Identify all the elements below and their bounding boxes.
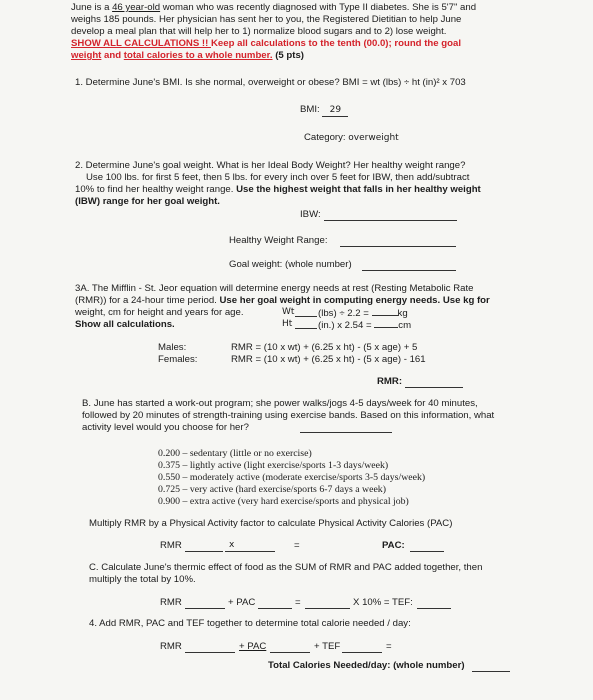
rounding-instruction: Keep all calculations to the tenth (00.0); round the goal <box>210 38 461 49</box>
total-calories-blank[interactable] <box>472 671 510 672</box>
weight-text: weight <box>71 50 102 61</box>
in-conversion <box>318 318 411 332</box>
kg-blank[interactable] <box>372 306 398 316</box>
kg-unit: kg <box>397 308 408 319</box>
q2-line-3 <box>75 184 481 196</box>
points-text: (5 pts) <box>272 50 304 61</box>
intro-text: woman who was recently diagnosed with Type II diabetes. She is 5'7" and <box>160 2 477 13</box>
q3a-line-3: weight, cm for height and years for age. <box>75 307 244 318</box>
goal-weight-instruction: Use her goal weight in computing energy needs. Use kg for <box>219 295 490 306</box>
ibw-label: IBW: <box>300 209 321 220</box>
intro-line-1 <box>71 2 476 14</box>
category-label: Category: <box>304 132 349 143</box>
equals-sign: = <box>294 540 300 551</box>
age-text: 46 year-old <box>112 2 161 13</box>
healthy-range-label: Healthy Weight Range: <box>229 235 328 246</box>
females-equation: RMR = (10 x wt) + (6.25 x ht) - (5 x age) - 161 <box>231 354 426 365</box>
equals-sign: = <box>386 641 392 652</box>
bmi-value[interactable]: 29 <box>322 104 348 117</box>
lbs-formula: (lbs) ÷ 2.2 = <box>318 308 372 319</box>
rmr-blank[interactable] <box>185 551 223 552</box>
bmi-answer <box>300 104 348 117</box>
intro-line-2: weighs 185 pounds. Her physician has sent her to you, the Registered Dietitian to help June <box>71 14 462 25</box>
cm-unit: cm <box>398 320 412 331</box>
activity-level-option: 0.200 – sedentary (little or no exercise) <box>158 448 312 459</box>
weight-handwritten: Wt <box>282 307 295 317</box>
height-handwritten: Ht <box>282 319 293 329</box>
q3a-line-1: 3A. The Mifflin - St. Jeor equation will determine energy needs at rest (Resting Metabolic Rate <box>75 283 474 294</box>
factor-blank[interactable] <box>225 551 275 552</box>
plus-pac-label: + PAC <box>239 641 267 652</box>
pac-blank[interactable] <box>258 608 292 609</box>
pac-label: PAC: <box>382 540 405 551</box>
q2-line-2: Use 100 lbs. for first 5 feet, then 5 lbs. for every inch over 5 feet for IBW, then add/subtract <box>86 172 470 183</box>
in-blank[interactable] <box>295 328 317 329</box>
in-formula: (in.) x 2.54 = <box>318 320 375 331</box>
q3a-text: (RMR)) for a 24-hour time period. <box>75 295 220 306</box>
q1-question: 1. Determine June's BMI. Is she normal, overweight or obese? BMI = wt (lbs) ÷ ht (in)² x 703 <box>75 77 466 88</box>
intro-text: June is a <box>71 2 113 13</box>
lbs-blank[interactable] <box>295 316 317 317</box>
q2-line-1: 2. Determine June's goal weight. What is her Ideal Body Weight? Her healthy weight range? <box>75 160 466 171</box>
total-calories-label: Total Calories Needed/day: (whole number) <box>268 660 465 671</box>
plus-pac-label: + PAC <box>228 597 256 608</box>
cm-blank[interactable] <box>374 318 398 328</box>
rmr-label: RMR <box>160 540 182 551</box>
rmr-blank[interactable] <box>185 608 225 609</box>
activity-level-option: 0.550 – moderately active (moderate exercise/sports 3-5 days/week) <box>158 472 426 483</box>
q3a-line-4: Show all calculations. <box>75 319 175 330</box>
instructions-line-2 <box>71 50 304 62</box>
ibw-blank[interactable] <box>324 220 457 221</box>
q2-line-4: (IBW) range for her goal weight. <box>75 196 220 207</box>
show-calculations-text: SHOW ALL CALCULATIONS !! <box>71 38 211 49</box>
rmr-label: RMR <box>160 597 182 608</box>
pac-blank[interactable] <box>270 652 310 653</box>
q2-text: 10% to find her healthy weight range. <box>75 184 237 195</box>
activity-level-option: 0.900 – extra active (very hard exercise/sports and physical job) <box>158 496 409 507</box>
q3b-line-3: activity level would you choose for her? <box>82 422 249 433</box>
activity-level-option: 0.725 – very active (hard exercise/sports 6-7 days a week) <box>158 484 386 495</box>
rmr-blank[interactable] <box>185 652 235 653</box>
goal-weight-blank[interactable] <box>362 270 456 271</box>
pac-blank[interactable] <box>410 551 444 552</box>
activity-level-option: 0.375 – lightly active (light exercise/sports 1-3 days/week) <box>158 460 389 471</box>
q3b-line-1: B. June has started a work-out program; she power walks/jogs 4-5 days/week for 40 minutes, <box>82 398 478 409</box>
tef-blank[interactable] <box>417 608 451 609</box>
females-label: Females: <box>158 354 198 365</box>
goal-weight-label: Goal weight: (whole number) <box>229 259 352 270</box>
rmr-label: RMR: <box>377 376 403 387</box>
males-label: Males: <box>158 342 187 353</box>
category-answer <box>304 132 399 144</box>
and-text: and <box>101 50 124 61</box>
times-sign: x <box>229 540 235 550</box>
equals-sign: = <box>295 597 301 608</box>
rmr-blank[interactable] <box>405 387 463 388</box>
q4-question: 4. Add RMR, PAC and TEF together to determine total calorie needed / day: <box>89 618 411 629</box>
q3b-line-2: followed by 20 minutes of strength-training using exercise bands. Based on this information, what <box>82 410 495 421</box>
rmr-label: RMR <box>160 641 182 652</box>
q3c-line-2: multiply the total by 10%. <box>89 574 196 585</box>
highest-weight-text: Use the highest weight that falls in her healthy weight <box>236 184 481 195</box>
category-value[interactable]: overweight <box>348 133 399 143</box>
q3c-line-1: C. Calculate June's thermic effect of food as the SUM of RMR and PAC added together, then <box>89 562 483 573</box>
bmi-label: BMI: <box>300 104 323 115</box>
multiply-instruction: Multiply RMR by a Physical Activity factor to calculate Physical Activity Calories (PAC) <box>89 518 453 529</box>
plus-tef-label: + TEF <box>314 641 341 652</box>
tef-blank[interactable] <box>342 652 382 653</box>
sum-blank[interactable] <box>305 608 350 609</box>
males-equation: RMR = (10 x wt) + (6.25 x ht) - (5 x age) + 5 <box>231 342 418 353</box>
instructions-line-1 <box>71 38 461 50</box>
tef-label: X 10% = TEF: <box>353 597 413 608</box>
total-calories-text: total calories to a whole number. <box>123 50 273 61</box>
intro-line-3: develop a meal plan that will help her to 1) normalize blood sugars and to 2) lose weight. <box>71 26 447 37</box>
activity-level-blank[interactable] <box>300 432 392 433</box>
healthy-range-blank[interactable] <box>340 246 456 247</box>
